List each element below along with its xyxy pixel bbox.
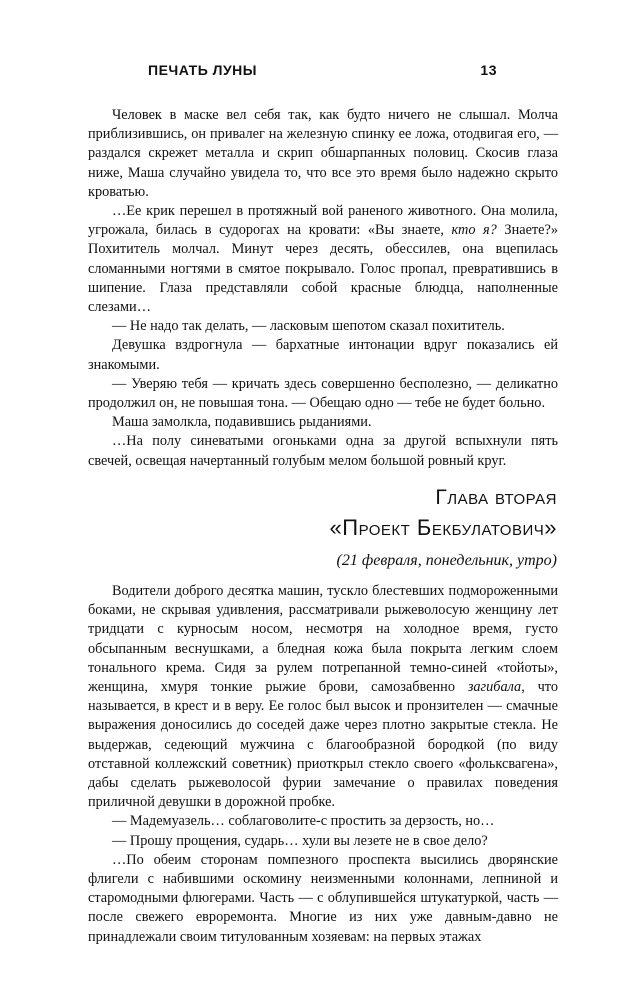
page-header [148, 62, 497, 78]
paragraph: …По обеим сторонам помпезного проспекта высились дворянские флигели с набившими оскомину неизменными колоннами, лепниной и старомодными флюгерами. Часть — с облупившейся штукатуркой, часть — после свежего евроремонта. Многие из них уже давным-давно не принадлежали своим титулованным хозяевам: на первых этажах [88, 851, 558, 945]
paragraph: — Уверяю тебя — кричать здесь совершенно бесполезно, — деликатно продолжил он, не повышая тона. — Обещаю одно — тебе не будет больно. [88, 375, 558, 412]
chapter-title: «Проект Бекбулатович» [329, 515, 557, 540]
paragraph: — Прошу прощения, сударь… хули вы лезете не в свое дело? [112, 832, 488, 849]
chapter-heading [330, 484, 557, 576]
paragraph: — Не надо так делать, — ласковым шепотом сказал похититель. [112, 318, 505, 335]
paragraph: Водители доброго десятка машин, тускло блестевших подмороженными боками, не скрывая удивления, рассматривали рыжеволосую женщину лет тридцати с курносым носом, несмотря на холодное время, густо обсыпанным веснушками, а бледная кожа была покрыта легким слоем тонального крема. Сидя за рулем потрепанной темно-синей «тойоты», женщина, хмуря тонкие рыжие брови, самозабвенно загибала, что называется, в крест и в веру. Ее голос был высок и пронзителен — смачные выражения доносились до соседей даже через плотно закрытые стекла. Не выдержав, седеющий мужчина с благообразной бородкой (по виду отставной коллежский советник) приоткрыл стекло своего «фольксвагена», дабы сделать рыжеволосой фурии замечание о правилах поведения приличной девушки в дорожной пробке. [88, 583, 559, 811]
paragraph: …Ее крик перешел в протяжный вой раненого животного. Она молила, угрожала, билась в судорогах на кровати: «Вы знаете, кто я? Знаете?» Похититель молчал. Минут через десять, обессилев, она вцепилась сломанными ногтями в смятое покрывало. Голос пропал, превратившись в шипение. Глаза представляли собой красные блюдца, наполненные слезами… [88, 203, 559, 316]
paragraph: — Мадемуазель… соблаговолите-с простить за дерзость, но… [112, 813, 495, 830]
body-text-section-1 [88, 106, 558, 471]
paragraph: Маша замолкла, подавившись рыданиями. [112, 414, 372, 431]
chapter-date: (21 февраля, понедельник, утро) [336, 552, 557, 569]
paragraph: …На полу синеватыми огоньками одна за другой вспыхнули пять свечей, освещая начертанный голубым мелом большой ровный круг. [88, 433, 558, 469]
paragraph: Девушка вздрогнула — бархатные интонации вдруг показались ей знакомыми. [88, 337, 558, 373]
chapter-label: Глава вторая [435, 486, 557, 509]
page-number: 13 [480, 62, 497, 78]
paragraph: Человек в маске вел себя так, как будто ничего не слышал. Молча приблизившись, он привалег на железную спинку ее ложа, отодвигая его, — раздался скрежет металла и скрип обшарпанных половиц. Скосив глаза ниже, Маша случайно увидела то, что все это время было надежно скрыто кроватью. [88, 107, 558, 200]
running-title: ПЕЧАТЬ ЛУНЫ [148, 62, 258, 78]
body-text-section-2 [88, 582, 558, 947]
